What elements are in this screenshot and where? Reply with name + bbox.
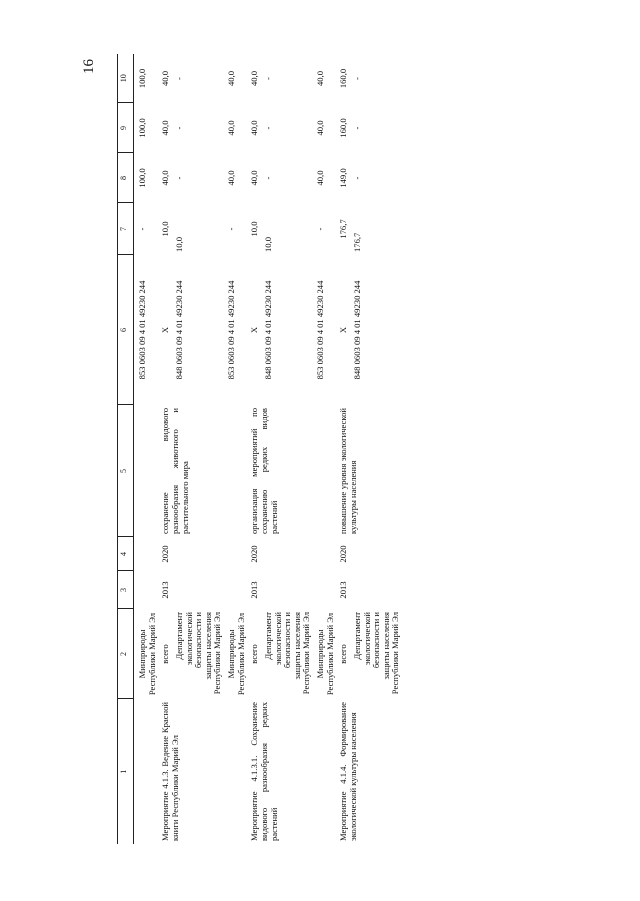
kbk-cell: Х bbox=[249, 326, 260, 334]
col-header-10: 10 bbox=[118, 54, 134, 103]
kbk-cell: 848 0603 09 4 01 49230 244 bbox=[262, 280, 273, 380]
value-cell: 100,0 bbox=[137, 68, 147, 89]
expected-result: повышение уровня экологической культуры населения bbox=[338, 408, 358, 534]
value-cell: 40,0 bbox=[249, 120, 260, 136]
table-row bbox=[248, 54, 262, 844]
value-cell: - bbox=[262, 176, 273, 180]
value-cell: 40,0 bbox=[226, 70, 236, 87]
end-year: 2020 bbox=[160, 545, 171, 563]
start-year: 2013 bbox=[160, 581, 171, 599]
col-header-2: 2 bbox=[118, 609, 134, 699]
value-cell: - bbox=[262, 77, 273, 80]
value-cell: 10,0 bbox=[249, 221, 260, 237]
expected-result: сохранение видового разнообразия животного и растительного мира bbox=[160, 408, 190, 534]
kbk-cell: 848 0603 09 4 01 49230 244 bbox=[173, 280, 184, 380]
value-cell: 160,0 bbox=[338, 68, 349, 89]
rotated-table-container bbox=[117, 54, 517, 844]
measure-name: Мероприятие 4.1.4. Формирование экологической культуры населения bbox=[338, 702, 358, 841]
end-year: 2020 bbox=[249, 545, 260, 563]
value-cell: 160,0 bbox=[338, 118, 349, 138]
end-year: 2020 bbox=[338, 545, 349, 563]
kbk-cell: 853 0603 09 4 01 49230 244 bbox=[226, 280, 236, 380]
measure-name: Мероприятие 4.1.3.1. Сохранение видового разнообразия редких растений bbox=[249, 702, 279, 841]
col-header-3: 3 bbox=[118, 571, 134, 609]
value-cell: 40,0 bbox=[249, 170, 260, 186]
value-cell: - bbox=[351, 176, 362, 180]
value-cell: - bbox=[262, 126, 273, 130]
value-cell: - bbox=[173, 176, 184, 180]
executor-cell: Департамент экологической безопасности и защиты населения Республики Марий Эл bbox=[262, 612, 312, 695]
value-cell: 40,0 bbox=[249, 70, 260, 87]
executor-cell: Департамент экологической безопасности и защиты населения Республики Марий Эл bbox=[173, 612, 223, 695]
budget-table bbox=[117, 54, 403, 844]
value-cell: 100,0 bbox=[137, 118, 147, 138]
col-header-8: 8 bbox=[118, 153, 134, 203]
value-cell: - bbox=[351, 126, 362, 130]
executor-cell: Минприроды Республики Марий Эл bbox=[137, 612, 157, 696]
table-row bbox=[134, 54, 160, 844]
table-row bbox=[159, 54, 173, 844]
col-header-5: 5 bbox=[118, 405, 134, 537]
table-row bbox=[337, 54, 351, 844]
value-cell: 10,0 bbox=[173, 236, 184, 252]
value-cell: - bbox=[173, 126, 184, 130]
executor-cell: всего bbox=[249, 644, 260, 664]
kbk-cell: Х bbox=[160, 326, 171, 334]
executor-cell: Минприроды Республики Марий Эл bbox=[226, 612, 246, 696]
value-cell: - bbox=[351, 77, 362, 80]
value-cell: - bbox=[226, 227, 236, 231]
value-cell: 149,0 bbox=[338, 168, 349, 188]
value-cell: 40,0 bbox=[315, 120, 325, 136]
measure-name: Мероприятие 4.1.3. Ведение Красной книги Республики Марий Эл bbox=[160, 702, 180, 841]
col-header-9: 9 bbox=[118, 103, 134, 153]
value-cell: 100,0 bbox=[137, 168, 147, 188]
value-cell: 10,0 bbox=[262, 236, 273, 252]
value-cell: 40,0 bbox=[315, 70, 325, 87]
kbk-cell: 848 0603 09 4 01 49230 244 bbox=[351, 280, 362, 380]
value-cell: - bbox=[137, 227, 147, 231]
value-cell: 40,0 bbox=[226, 120, 236, 136]
kbk-cell: 853 0603 09 4 01 49230 244 bbox=[137, 280, 147, 380]
executor-cell: Минприроды Республики Марий Эл bbox=[315, 612, 335, 696]
col-header-1: 1 bbox=[119, 769, 128, 774]
executor-cell: Департамент экологической безопасности и защиты населения Республики Марий Эл bbox=[351, 612, 401, 695]
value-cell: 176,7 bbox=[338, 219, 349, 239]
value-cell: 176,7 bbox=[351, 232, 362, 252]
value-cell: 40,0 bbox=[160, 70, 171, 87]
col-header-6: 6 bbox=[118, 255, 134, 405]
value-cell: - bbox=[315, 227, 325, 231]
value-cell: - bbox=[173, 77, 184, 80]
column-number-row bbox=[118, 54, 134, 844]
value-cell: 40,0 bbox=[160, 170, 171, 186]
value-cell: 40,0 bbox=[226, 170, 236, 186]
col-header-7: 7 bbox=[118, 203, 134, 255]
start-year: 2013 bbox=[338, 581, 349, 599]
expected-result: организация мероприятий по сохранению редких видов растений bbox=[249, 408, 279, 534]
kbk-cell: Х bbox=[338, 326, 349, 334]
kbk-cell: 853 0603 09 4 01 49230 244 bbox=[315, 280, 325, 380]
page-number: 16 bbox=[81, 59, 97, 74]
executor-cell: всего bbox=[338, 644, 349, 664]
start-year: 2013 bbox=[249, 581, 260, 599]
executor-cell: всего bbox=[160, 644, 171, 664]
col-header-4: 4 bbox=[118, 537, 134, 571]
value-cell: 40,0 bbox=[160, 120, 171, 136]
value-cell: 40,0 bbox=[315, 170, 325, 186]
value-cell: 10,0 bbox=[160, 221, 171, 237]
